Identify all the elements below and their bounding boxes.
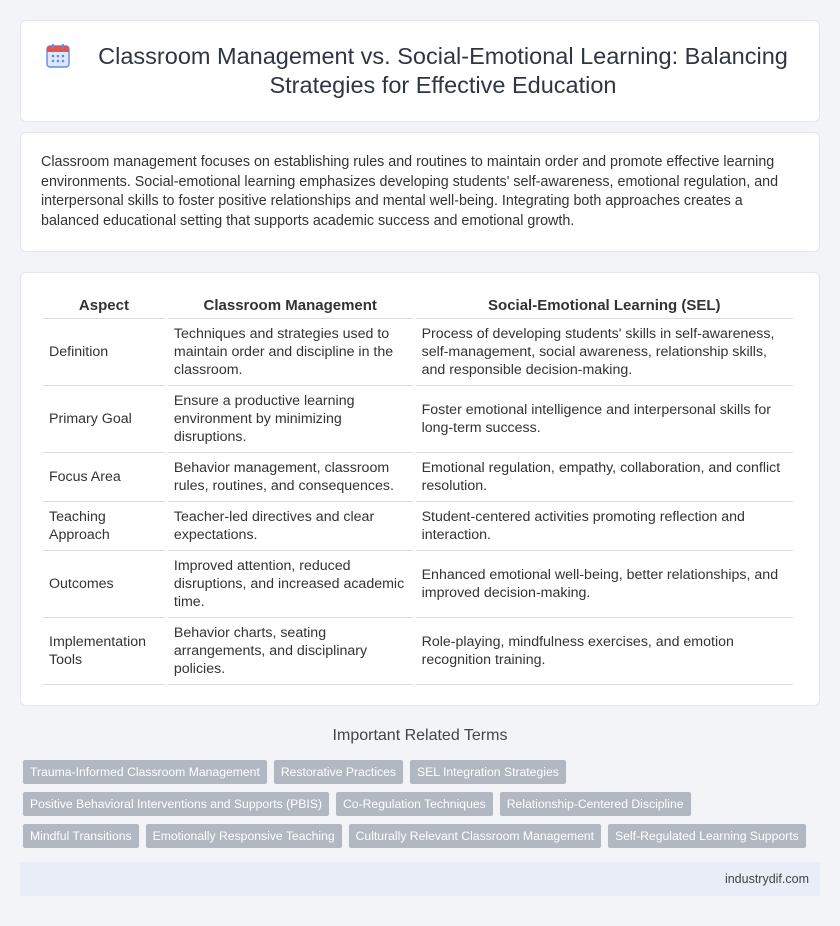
row-sel: Foster emotional intelligence and interpersonal skills for long-term success. [416,386,793,453]
row-aspect: Definition [43,319,165,386]
row-aspect: Teaching Approach [43,502,165,551]
header-classroom-management: Classroom Management [168,295,413,319]
related-terms-tags [20,760,820,856]
related-term-tag[interactable]: Emotionally Responsive Teaching [146,824,342,848]
related-term-tag[interactable]: Co-Regulation Techniques [336,792,493,816]
row-sel: Emotional regulation, empathy, collaboration, and conflict resolution. [416,453,793,502]
related-terms-title: Important Related Terms [332,727,508,744]
calendar-icon [45,43,71,69]
row-sel: Student-centered activities promoting reflection and interaction. [416,502,793,551]
row-aspect: Focus Area [43,453,165,502]
table-row [43,386,793,453]
row-sel: Process of developing students' skills in self-awareness, self-management, social awareness, relationship skills, and responsible decision-making. [416,319,793,386]
intro-card [20,132,820,252]
title-card [20,20,820,122]
related-term-tag[interactable]: Restorative Practices [274,760,403,784]
row-aspect: Primary Goal [43,386,165,453]
footer-site-link[interactable]: industrydif.com [724,872,809,886]
table-header-row [43,295,793,319]
related-term-tag[interactable]: Trauma-Informed Classroom Management [23,760,267,784]
related-term-tag[interactable]: Self-Regulated Learning Supports [608,824,806,848]
row-sel: Enhanced emotional well-being, better relationships, and improved decision-making. [416,551,793,618]
row-classroom-management: Ensure a productive learning environment by minimizing disruptions. [168,386,413,453]
related-term-tag[interactable]: Culturally Relevant Classroom Management [349,824,601,848]
related-terms-section [20,726,820,856]
footer [20,862,820,896]
comparison-table-card [20,272,820,706]
related-term-tag[interactable]: Relationship-Centered Discipline [500,792,691,816]
table-row [43,319,793,386]
row-sel: Role-playing, mindfulness exercises, and emotion recognition training. [416,618,793,685]
row-classroom-management: Behavior charts, seating arrangements, and disciplinary policies. [168,618,413,685]
intro-paragraph: Classroom management focuses on establishing rules and routines to maintain order and promote effective learning environments. Social-emotional learning emphasizes developing students' self-awareness, emotional regulation, and interpersonal skills to foster positive relationships and mental well-being. Integrating both approaches creates a balanced educational setting that supports academic success and emotional growth. [41,154,779,229]
related-term-tag[interactable]: Positive Behavioral Interventions and Supports (PBIS) [23,792,329,816]
table-row [43,502,793,551]
related-term-tag[interactable]: SEL Integration Strategies [410,760,566,784]
comparison-table [40,295,796,685]
row-classroom-management: Techniques and strategies used to maintain order and discipline in the classroom. [168,319,413,386]
header-aspect: Aspect [43,295,165,319]
page-title: Classroom Management vs. Social-Emotional Learning: Balancing Strategies for Effective Education [98,43,788,98]
table-row [43,618,793,685]
row-classroom-management: Behavior management, classroom rules, routines, and consequences. [168,453,413,502]
header-sel: Social-Emotional Learning (SEL) [416,295,793,319]
row-aspect: Outcomes [43,551,165,618]
row-classroom-management: Teacher-led directives and clear expectations. [168,502,413,551]
row-classroom-management: Improved attention, reduced disruptions, and increased academic time. [168,551,413,618]
table-row [43,453,793,502]
row-aspect: Implementation Tools [43,618,165,685]
table-row [43,551,793,618]
related-term-tag[interactable]: Mindful Transitions [23,824,139,848]
